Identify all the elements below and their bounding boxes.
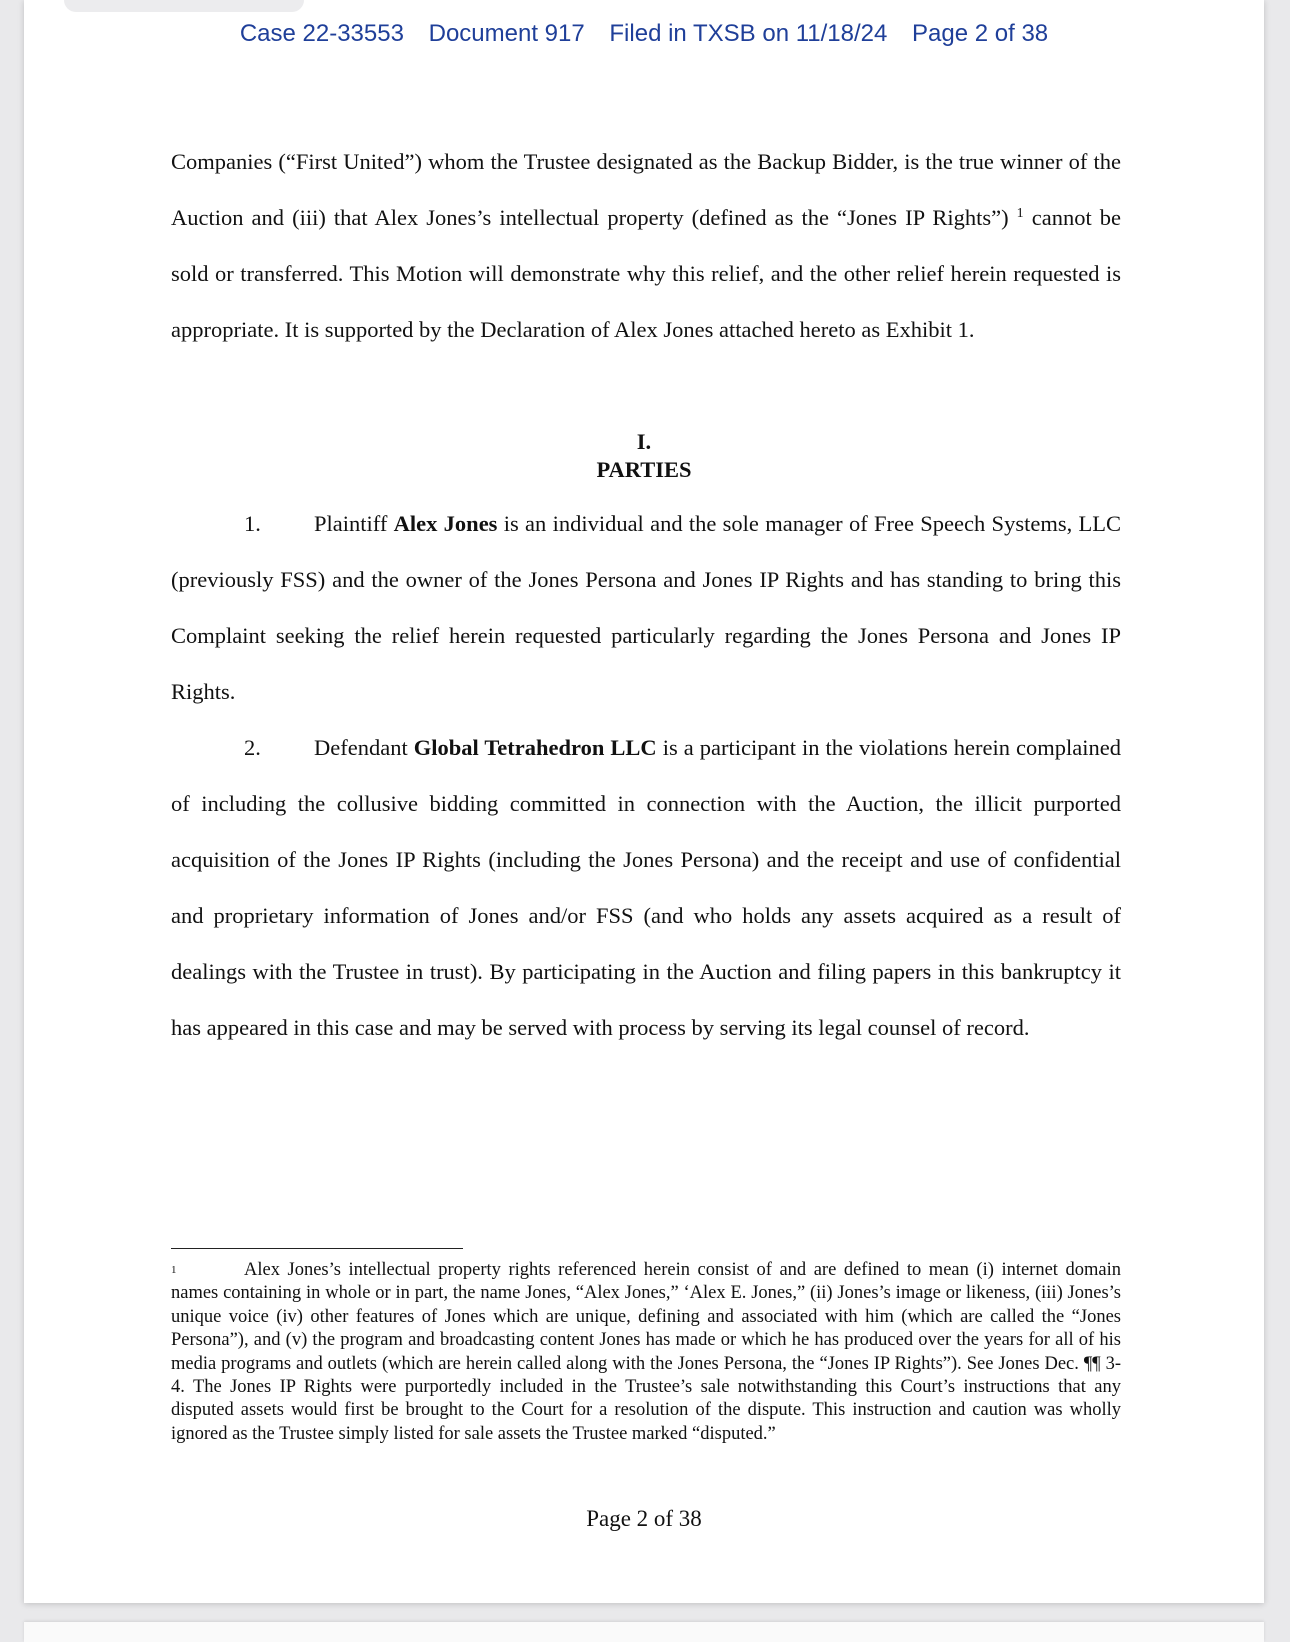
- intro-text: Companies (“First United”) whom the Trustee designated as the Backup Bidder, is the true winner of the Auction and (iii) that Alex Jones’s intellectual property (defined as the “Jones IP Rights”): [171, 149, 1121, 230]
- footnote-separator: [171, 1248, 463, 1249]
- intro-paragraph: [171, 134, 1121, 358]
- next-page-edge: [24, 1622, 1264, 1642]
- section-numeral: I.: [636, 429, 652, 454]
- paragraph-2: [171, 720, 1121, 1056]
- footnote-text: Alex Jones’s intellectual property rights referenced herein consist of and are defined to mean (i) internet domain names containing in whole or in part, the name Jones, “Alex Jones,” ‘Alex E. Jones,” (ii) Jones’s image or likeness, (iii) Jones’s unique voice (iv) other features of Jones which are unique, defining and associated with him (which are called the “Jones Persona”), and (v) the program and broadcasting content Jones has made or which he has produced over the years for all of his media programs and outlets (which are herein called along with the Jones Persona, the “Jones IP Rights”). See Jones Dec. ¶¶ 3-4. The Jones IP Rights were purportedly included in the Trustee’s sale notwithstanding this Court’s instructions that any disputed assets would first be brought to the Court for a resolution of the dispute. This instruction and caution was wholly ignored as the Trustee simply listed for sale assets the Trustee marked “disputed.”: [171, 1260, 1121, 1444]
- intro-text-continued: cannot be sold or transferred. This Motion will demonstrate why this relief, and the other relief herein requested is appropriate. It is supported by the Declaration of Alex Jones attached hereto as Exhibit 1.: [171, 205, 1121, 342]
- stamp-document-number: Document 917: [428, 20, 585, 47]
- court-filing-stamp: [24, 20, 1264, 48]
- section-title: PARTIES: [596, 457, 692, 482]
- paragraph-number: 2.: [244, 735, 261, 760]
- paragraph-1: [171, 496, 1121, 720]
- party-name: Alex Jones: [393, 511, 498, 536]
- page-footer: Page 2 of 38: [586, 1506, 702, 1531]
- footnote-mark: 1: [171, 1264, 177, 1276]
- stamp-case-number: Case 22-33553: [239, 20, 404, 47]
- stamp-page-number: Page 2 of 38: [912, 20, 1049, 47]
- document-page: [24, 0, 1264, 1603]
- stamp-filed-date: Filed in TXSB on 11/18/24: [609, 20, 888, 47]
- paragraph-lead: Defendant: [314, 735, 414, 760]
- paragraph-body: is a participant in the violations herein complained of including the collusive bidding committed in connection with the Auction, the illicit purported acquisition of the Jones IP Rights (including the Jones Persona) and the receipt and use of confidential and proprietary information of Jones and/or FSS (and who holds any assets acquired as a result of dealings with the Trustee in trust). By participating in the Auction and filing papers in this bankruptcy it has appeared in this case and may be served with process by serving its legal counsel of record.: [171, 735, 1122, 1040]
- top-scroll-handle: [64, 0, 304, 12]
- party-name: Global Tetrahedron LLC: [413, 735, 657, 760]
- footnote-reference: 1: [1016, 206, 1024, 221]
- paragraph-body: is an individual and the sole manager of Free Speech Systems, LLC (previously FSS) and the owner of the Jones Persona and Jones IP Rights and has standing to bring this Complaint seeking the relief herein requested particularly regarding the Jones Persona and Jones IP Rights.: [171, 511, 1121, 704]
- section-heading: [24, 428, 1264, 484]
- paragraph-lead: Plaintiff: [314, 511, 394, 536]
- footnote: [171, 1259, 1121, 1446]
- paragraph-number: 1.: [244, 511, 261, 536]
